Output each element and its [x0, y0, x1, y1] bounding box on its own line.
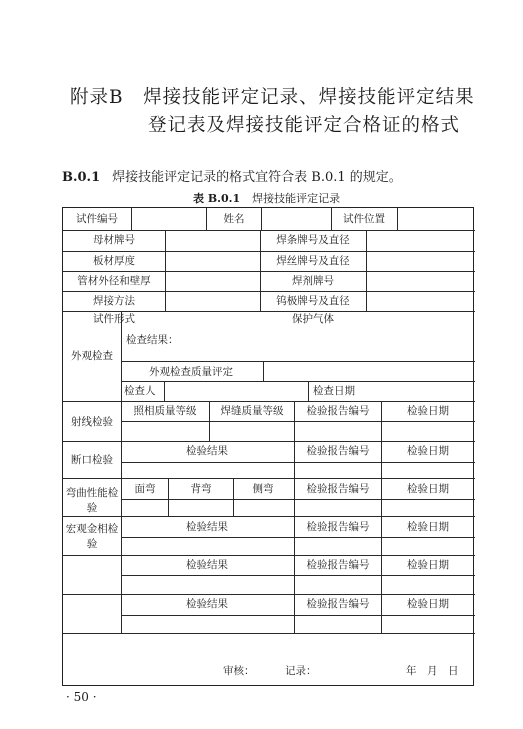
visual-result-label: 检查结果： — [126, 334, 179, 346]
bend-report-no-label: 检验报告编号 — [306, 483, 370, 495]
row-rule — [63, 230, 475, 231]
base-grade-label: 母材牌号 — [93, 234, 135, 246]
inspection-date-field[interactable] — [363, 383, 473, 400]
specimen-no-label: 试件编号 — [76, 213, 118, 225]
form-label: 试件形式 — [93, 313, 135, 325]
extra-report-no-label-2: 检验报告编号 — [306, 598, 370, 610]
row-rule — [121, 421, 475, 422]
row-rule — [63, 311, 475, 312]
film-quality-label: 照相质量等级 — [133, 405, 197, 417]
flux-field[interactable] — [368, 273, 473, 290]
plate-thickness-label: 板材厚度 — [93, 255, 135, 267]
row-rule — [63, 401, 475, 402]
fracture-label: 断口检验 — [71, 454, 113, 466]
method-field[interactable] — [167, 293, 259, 310]
flux-label: 焊剂牌号 — [292, 275, 334, 287]
fracture-test-date-label: 检验日期 — [407, 445, 449, 457]
inspector-field[interactable] — [166, 383, 306, 400]
electrode-label: 焊条牌号及直径 — [276, 234, 350, 246]
column-rule — [381, 401, 382, 633]
base-grade-field[interactable] — [167, 232, 259, 250]
column-rule — [397, 208, 398, 230]
appendix-title-line-2: 登记表及焊接技能评定合格证的格式 — [148, 115, 461, 136]
shield-gas-label: 保护气体 — [292, 313, 334, 325]
name-label: 姓名 — [223, 213, 245, 225]
method-label: 焊接方法 — [93, 295, 135, 307]
column-rule — [209, 401, 210, 441]
extra-result-label: 检验结果 — [186, 559, 228, 571]
column-rule — [206, 208, 207, 230]
row-rule — [63, 555, 475, 556]
row-rule — [63, 291, 475, 292]
specimen-position-label: 试件位置 — [343, 213, 385, 225]
macro-label: 宏观金相检验 — [65, 523, 119, 551]
fracture-result-label: 检验结果 — [186, 445, 228, 457]
bend-test-date-label: 检验日期 — [407, 483, 449, 495]
visual-quality-label: 外观检查质量评定 — [149, 366, 233, 378]
extra-result-label-2: 检验结果 — [186, 598, 228, 610]
column-rule — [260, 230, 261, 311]
column-rule — [366, 230, 367, 311]
row-rule — [121, 462, 475, 463]
page-number: · 50 · — [66, 690, 97, 704]
macro-report-no-label: 检验报告编号 — [306, 521, 370, 533]
column-rule — [294, 401, 295, 633]
column-rule — [261, 208, 262, 230]
side-bend-label: 侧弯 — [252, 483, 274, 495]
column-rule — [165, 230, 166, 311]
wire-label: 焊丝牌号及直径 — [276, 255, 350, 267]
row-rule — [63, 594, 475, 595]
root-bend-label: 背弯 — [190, 483, 212, 495]
recorder-label: 记录： — [285, 665, 317, 677]
column-rule — [263, 361, 264, 381]
column-rule — [168, 478, 169, 516]
extra-test-date-label: 检验日期 — [407, 559, 449, 571]
review-label: 审核： — [223, 665, 255, 677]
table-title: 焊接技能评定记录 — [252, 192, 341, 205]
row-rule — [63, 441, 475, 442]
row-rule — [121, 499, 475, 500]
inspection-date-label: 检查日期 — [313, 385, 355, 397]
row-rule — [121, 575, 475, 576]
visual-inspection-label: 外观检查 — [71, 350, 113, 362]
inspector-label: 检查人 — [124, 385, 156, 397]
specimen-position-field[interactable] — [399, 210, 473, 228]
appendix-title-line-1: 附录B 焊接技能评定记录、焊接技能评定结果 — [70, 87, 475, 108]
column-rule — [131, 208, 132, 230]
tungsten-label: 钨极牌号及直径 — [276, 295, 350, 307]
report-no-label: 检验报告编号 — [306, 405, 370, 417]
column-rule — [233, 478, 234, 516]
table-number: 表 B.0.1 — [193, 192, 241, 205]
bend-label: 弯曲性能检验 — [65, 487, 119, 515]
extra-test-date-label-2: 检验日期 — [407, 598, 449, 610]
row-rule — [121, 615, 475, 616]
pipe-size-label: 管材外径和壁厚 — [77, 275, 151, 287]
row-rule — [121, 381, 475, 382]
row-rule — [63, 516, 475, 517]
row-rule — [63, 271, 475, 272]
extra-report-no-label: 检验报告编号 — [306, 559, 370, 571]
column-rule — [121, 311, 122, 633]
footer-date-label: 年 月 日 — [406, 665, 459, 677]
electrode-field[interactable] — [368, 232, 473, 250]
macro-test-date-label: 检验日期 — [407, 521, 449, 533]
radiographic-label: 射线检验 — [71, 416, 113, 428]
wire-field[interactable] — [368, 253, 473, 270]
row-rule — [63, 251, 475, 252]
face-bend-label: 面弯 — [134, 483, 156, 495]
row-rule — [63, 478, 475, 479]
test-date-label: 检验日期 — [407, 405, 449, 417]
table-caption — [193, 190, 340, 206]
row-rule — [63, 633, 475, 634]
row-rule — [121, 361, 475, 362]
welding-skill-record-form — [62, 207, 474, 686]
section-clause — [62, 166, 402, 185]
column-rule — [164, 381, 165, 401]
visual-quality-field[interactable] — [265, 363, 473, 380]
name-field[interactable] — [263, 210, 329, 228]
fracture-report-no-label: 检验报告编号 — [306, 445, 370, 457]
clause-number: B.0.1 — [62, 170, 101, 185]
weld-quality-label: 焊缝质量等级 — [220, 405, 284, 417]
column-rule — [308, 381, 309, 401]
pipe-size-field[interactable] — [167, 273, 259, 290]
tungsten-field[interactable] — [368, 293, 473, 310]
column-rule — [331, 208, 332, 230]
clause-text: 焊接技能评定记录的格式宜符合表 B.0.1 的规定。 — [112, 170, 402, 185]
row-rule — [121, 537, 475, 538]
specimen-no-field[interactable] — [138, 214, 198, 226]
macro-result-label: 检验结果 — [186, 521, 228, 533]
plate-thickness-field[interactable] — [167, 253, 259, 270]
